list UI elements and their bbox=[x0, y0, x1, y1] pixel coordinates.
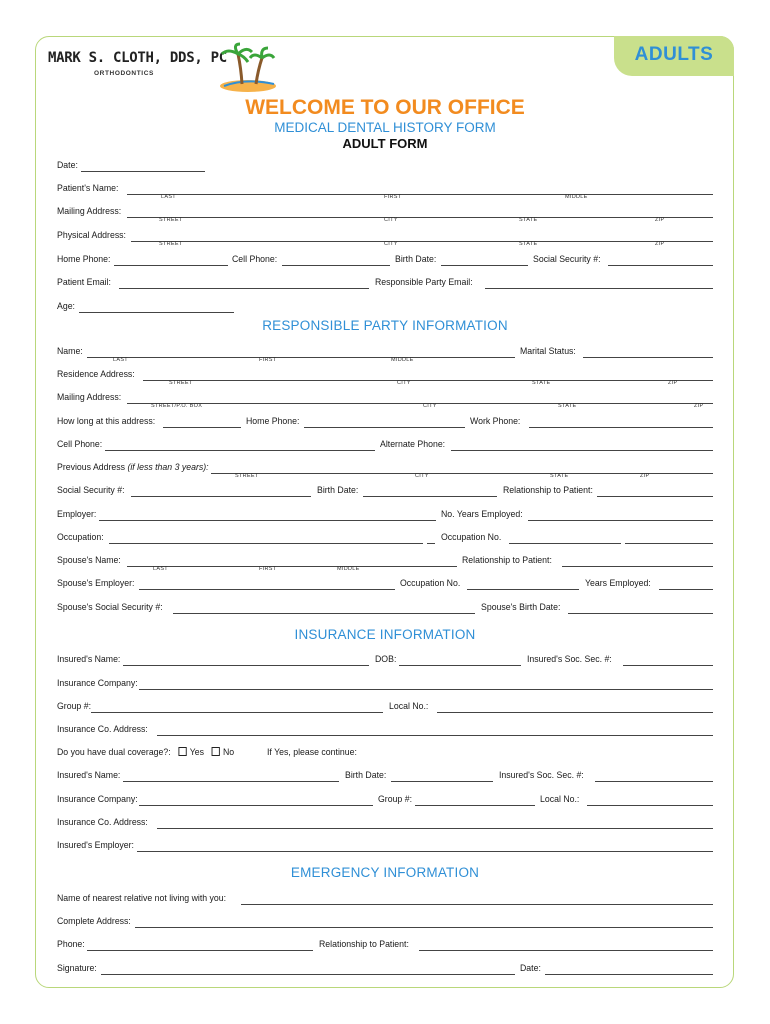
row-insurance-address bbox=[57, 724, 713, 738]
insurance-address-2-label: Insurance Co. Address: bbox=[57, 817, 148, 828]
sub-city: CITY bbox=[423, 403, 437, 409]
how-long-label: How long at this address: bbox=[57, 416, 156, 427]
row-how-long bbox=[57, 416, 713, 430]
spouse-ssn-field[interactable] bbox=[173, 613, 475, 614]
physical-address-label: Physical Address: bbox=[57, 230, 126, 241]
spouse-birth-field[interactable] bbox=[568, 613, 713, 614]
row-spouse-employer bbox=[57, 578, 713, 592]
rp-birth-date-label: Birth Date: bbox=[317, 485, 359, 496]
birth-date-label: Birth Date: bbox=[395, 254, 437, 265]
rp-birth-date-field[interactable] bbox=[363, 496, 497, 497]
residence-field[interactable] bbox=[143, 380, 713, 381]
sub-zip: ZIP bbox=[694, 403, 704, 409]
rp-name-field[interactable] bbox=[87, 357, 515, 358]
insured-name-2-field[interactable] bbox=[123, 781, 339, 782]
ssn-label: Social Security #: bbox=[533, 254, 601, 265]
sub-first: FIRST bbox=[259, 566, 277, 572]
sub-state: STATE bbox=[519, 241, 538, 247]
insured-name-2-label: Insured's Name: bbox=[57, 770, 121, 781]
occupation-no-field-2[interactable] bbox=[625, 543, 713, 544]
ssn-field[interactable] bbox=[608, 265, 713, 266]
sub-state: STATE bbox=[532, 380, 551, 386]
date-label: Date: bbox=[57, 160, 78, 171]
previous-label-text: Previous Address bbox=[57, 462, 126, 473]
previous-note: (if less than 3 years): bbox=[127, 462, 209, 473]
birth-date-2-field[interactable] bbox=[391, 781, 493, 782]
spouse-relationship-field[interactable] bbox=[562, 566, 713, 567]
previous-address-field[interactable] bbox=[211, 473, 713, 474]
sub-city: CITY bbox=[384, 217, 398, 223]
sub-middle: MIDDLE bbox=[565, 194, 588, 200]
sub-middle: MIDDLE bbox=[391, 357, 414, 363]
rp-home-phone-label: Home Phone: bbox=[246, 416, 300, 427]
sub-first: FIRST bbox=[259, 357, 277, 363]
insurance-address-field[interactable] bbox=[157, 735, 713, 736]
spouse-employer-field[interactable] bbox=[139, 589, 395, 590]
sub-street-po: STREET/P.O. BOX bbox=[151, 403, 203, 409]
insurance-heading: INSURANCE INFORMATION bbox=[294, 627, 476, 642]
dual-coverage-group bbox=[57, 747, 234, 759]
how-long-field[interactable] bbox=[163, 427, 241, 428]
practice-logo bbox=[48, 42, 278, 94]
sub-city: CITY bbox=[415, 473, 429, 479]
group-label: Group #: bbox=[57, 701, 92, 712]
insurance-address-2-field[interactable] bbox=[157, 828, 713, 829]
row-group-local bbox=[57, 701, 713, 715]
occupation-label: Occupation: bbox=[57, 532, 104, 543]
mailing-address-field[interactable] bbox=[127, 217, 713, 218]
if-yes-label: If Yes, please continue: bbox=[267, 747, 357, 758]
previous-address-label bbox=[57, 462, 209, 474]
insured-employer-field[interactable] bbox=[137, 851, 713, 852]
row-spouse-ssn bbox=[57, 602, 713, 616]
row-employer bbox=[57, 509, 713, 523]
row-rp-ssn bbox=[57, 485, 713, 499]
occupation-no-label: Occupation No. bbox=[441, 532, 502, 543]
spouse-employer-label: Spouse's Employer: bbox=[57, 578, 135, 589]
rp-relationship-field[interactable] bbox=[597, 496, 713, 497]
years-employed-label: No. Years Employed: bbox=[441, 509, 523, 520]
sub-last: LAST bbox=[153, 566, 168, 572]
sub-street: STREET bbox=[169, 380, 193, 386]
residence-label: Residence Address: bbox=[57, 369, 135, 380]
sub-middle: MIDDLE bbox=[337, 566, 360, 572]
row-dual-coverage bbox=[57, 747, 713, 761]
emergency-phone-field[interactable] bbox=[87, 950, 313, 951]
row-mailing bbox=[57, 206, 713, 223]
spouse-relationship-label: Relationship to Patient: bbox=[462, 555, 552, 566]
sub-street: STREET bbox=[159, 241, 183, 247]
logo-subtitle: ORTHODONTICS bbox=[94, 70, 154, 77]
spouse-occupation-no-label: Occupation No. bbox=[400, 578, 461, 589]
rp-cell-phone-field[interactable] bbox=[105, 450, 375, 451]
sub-first: FIRST bbox=[384, 194, 402, 200]
patient-email-field[interactable] bbox=[119, 288, 369, 289]
emergency-phone-label: Phone: bbox=[57, 939, 85, 950]
insurance-company-2-label: Insurance Company: bbox=[57, 794, 138, 805]
local-no-field[interactable] bbox=[437, 712, 713, 713]
adults-tab bbox=[614, 36, 734, 76]
rp-ssn-field[interactable] bbox=[131, 496, 311, 497]
sub-state: STATE bbox=[519, 217, 538, 223]
spouse-occupation-no-field[interactable] bbox=[467, 589, 579, 590]
spouse-name-label: Spouse's Name: bbox=[57, 555, 121, 566]
rp-mailing-field[interactable] bbox=[127, 403, 713, 404]
welcome-heading: WELCOME TO OUR OFFICE bbox=[245, 96, 525, 119]
row-emergency-phone bbox=[57, 939, 713, 953]
insured-soc-sec-field[interactable] bbox=[623, 665, 713, 666]
insurance-company-field[interactable] bbox=[139, 689, 713, 690]
sub-last: LAST bbox=[161, 194, 176, 200]
row-insured-name-2 bbox=[57, 770, 713, 784]
sub-zip: ZIP bbox=[655, 217, 665, 223]
row-signature bbox=[57, 963, 713, 977]
sub-state: STATE bbox=[550, 473, 569, 479]
work-phone-field[interactable] bbox=[529, 427, 713, 428]
home-phone-field[interactable] bbox=[114, 265, 228, 266]
row-insurance-address-2 bbox=[57, 817, 713, 831]
marital-status-field[interactable] bbox=[583, 357, 713, 358]
insured-soc-sec-label: Insured's Soc. Sec. #: bbox=[527, 654, 612, 665]
insurance-address-label: Insurance Co. Address: bbox=[57, 724, 148, 735]
spouse-ssn-label: Spouse's Social Security #: bbox=[57, 602, 163, 613]
patient-email-label: Patient Email: bbox=[57, 277, 111, 288]
employer-field[interactable] bbox=[99, 520, 436, 521]
rp-mailing-label: Mailing Address: bbox=[57, 392, 122, 403]
dob-label: DOB: bbox=[375, 654, 397, 665]
birth-date-2-label: Birth Date: bbox=[345, 770, 387, 781]
sub-last: LAST bbox=[113, 357, 128, 363]
complete-address-label: Complete Address: bbox=[57, 916, 131, 927]
age-label: Age: bbox=[57, 301, 75, 312]
relative-label: Name of nearest relative not living with you: bbox=[57, 893, 227, 904]
rp-email-label: Responsible Party Email: bbox=[375, 277, 473, 288]
insured-employer-label: Insured's Employer: bbox=[57, 840, 134, 851]
signature-label: Signature: bbox=[57, 963, 97, 974]
row-insured-name bbox=[57, 654, 713, 668]
row-email bbox=[57, 277, 713, 291]
group-2-label: Group #: bbox=[378, 794, 413, 805]
group-2-field[interactable] bbox=[415, 805, 535, 806]
row-age bbox=[57, 301, 713, 315]
spouse-birth-label: Spouse's Birth Date: bbox=[481, 602, 561, 613]
row-insurance-company-2 bbox=[57, 794, 713, 808]
rp-ssn-label: Social Security #: bbox=[57, 485, 125, 496]
signature-date-field[interactable] bbox=[545, 974, 713, 975]
sub-street: STREET bbox=[235, 473, 259, 479]
marital-status-label: Marital Status: bbox=[520, 346, 576, 357]
spouse-years-label: Years Employed: bbox=[585, 578, 651, 589]
patient-name-field[interactable] bbox=[127, 194, 713, 195]
alt-phone-label: Alternate Phone: bbox=[380, 439, 446, 450]
rp-relationship-label: Relationship to Patient: bbox=[503, 485, 593, 496]
rp-name-label: Name: bbox=[57, 346, 83, 357]
occupation-field[interactable] bbox=[109, 543, 423, 544]
no-checkbox[interactable] bbox=[212, 747, 220, 756]
emergency-relationship-label: Relationship to Patient: bbox=[319, 939, 409, 950]
insurance-company-label: Insurance Company: bbox=[57, 678, 138, 689]
row-date bbox=[57, 160, 713, 174]
signature-field[interactable] bbox=[101, 974, 515, 975]
tab-label: ADULTS bbox=[634, 44, 714, 65]
responsible-party-heading: RESPONSIBLE PARTY INFORMATION bbox=[262, 318, 508, 333]
sub-city: CITY bbox=[397, 380, 411, 386]
birth-date-field[interactable] bbox=[441, 265, 528, 266]
insured-name-label: Insured's Name: bbox=[57, 654, 121, 665]
occupation-gap-line bbox=[427, 543, 435, 544]
work-phone-label: Work Phone: bbox=[470, 416, 521, 427]
form-type: ADULT FORM bbox=[342, 136, 428, 151]
patient-name-label: Patient's Name: bbox=[57, 183, 119, 194]
row-relative bbox=[57, 893, 713, 907]
row-cell-alt bbox=[57, 439, 713, 453]
palm-tree-icon bbox=[216, 42, 276, 94]
date-field[interactable] bbox=[81, 171, 205, 172]
local-no-2-field[interactable] bbox=[587, 805, 713, 806]
yes-checkbox[interactable] bbox=[179, 747, 187, 756]
dob-field[interactable] bbox=[399, 665, 521, 666]
emergency-relationship-field[interactable] bbox=[419, 950, 713, 951]
relative-field[interactable] bbox=[241, 904, 713, 905]
insured-soc-sec-2-label: Insured's Soc. Sec. #: bbox=[499, 770, 584, 781]
emergency-heading: EMERGENCY INFORMATION bbox=[290, 865, 480, 880]
row-insurance-company bbox=[57, 678, 713, 692]
sub-street: STREET bbox=[159, 217, 183, 223]
group-field[interactable] bbox=[91, 712, 383, 713]
rp-cell-phone-label: Cell Phone: bbox=[57, 439, 103, 450]
spouse-name-field[interactable] bbox=[127, 566, 457, 567]
local-no-label: Local No.: bbox=[389, 701, 429, 712]
row-insured-employer bbox=[57, 840, 713, 854]
spouse-years-field[interactable] bbox=[659, 589, 713, 590]
logo-text: MARK S. CLOTH, DDS, PC bbox=[48, 50, 227, 66]
row-residence bbox=[57, 369, 713, 386]
cell-phone-field[interactable] bbox=[282, 265, 390, 266]
insurance-company-2-field[interactable] bbox=[139, 805, 373, 806]
local-no-2-label: Local No.: bbox=[540, 794, 580, 805]
row-previous bbox=[57, 462, 713, 479]
alt-phone-field[interactable] bbox=[451, 450, 713, 451]
employer-label: Employer: bbox=[57, 509, 97, 520]
row-occupation bbox=[57, 532, 713, 546]
rp-home-phone-field[interactable] bbox=[304, 427, 465, 428]
rp-email-field[interactable] bbox=[485, 288, 713, 289]
age-field[interactable] bbox=[79, 312, 234, 313]
complete-address-field[interactable] bbox=[135, 927, 713, 928]
signature-date-label: Date: bbox=[520, 963, 541, 974]
row-phones bbox=[57, 254, 713, 268]
row-physical bbox=[57, 230, 713, 247]
years-employed-field[interactable] bbox=[528, 520, 713, 521]
sub-state: STATE bbox=[558, 403, 577, 409]
form-subtitle: MEDICAL DENTAL HISTORY FORM bbox=[274, 120, 496, 135]
no-label: No bbox=[222, 747, 235, 758]
physical-address-field[interactable] bbox=[131, 241, 713, 242]
dual-coverage-label: Do you have dual coverage?: bbox=[57, 747, 171, 758]
sub-zip: ZIP bbox=[655, 241, 665, 247]
insured-soc-sec-2-field[interactable] bbox=[595, 781, 713, 782]
row-complete-address bbox=[57, 916, 713, 930]
home-phone-label: Home Phone: bbox=[57, 254, 111, 265]
occupation-no-field[interactable] bbox=[509, 543, 621, 544]
sub-zip: ZIP bbox=[640, 473, 650, 479]
mailing-address-label: Mailing Address: bbox=[57, 206, 122, 217]
cell-phone-label: Cell Phone: bbox=[232, 254, 278, 265]
row-patient-name bbox=[57, 183, 713, 200]
sub-zip: ZIP bbox=[668, 380, 678, 386]
row-rp-mailing bbox=[57, 392, 713, 409]
row-spouse-name bbox=[57, 555, 713, 572]
insured-name-field[interactable] bbox=[123, 665, 369, 666]
row-rp-name bbox=[57, 346, 713, 363]
sub-city: CITY bbox=[384, 241, 398, 247]
yes-label: Yes bbox=[189, 747, 204, 758]
